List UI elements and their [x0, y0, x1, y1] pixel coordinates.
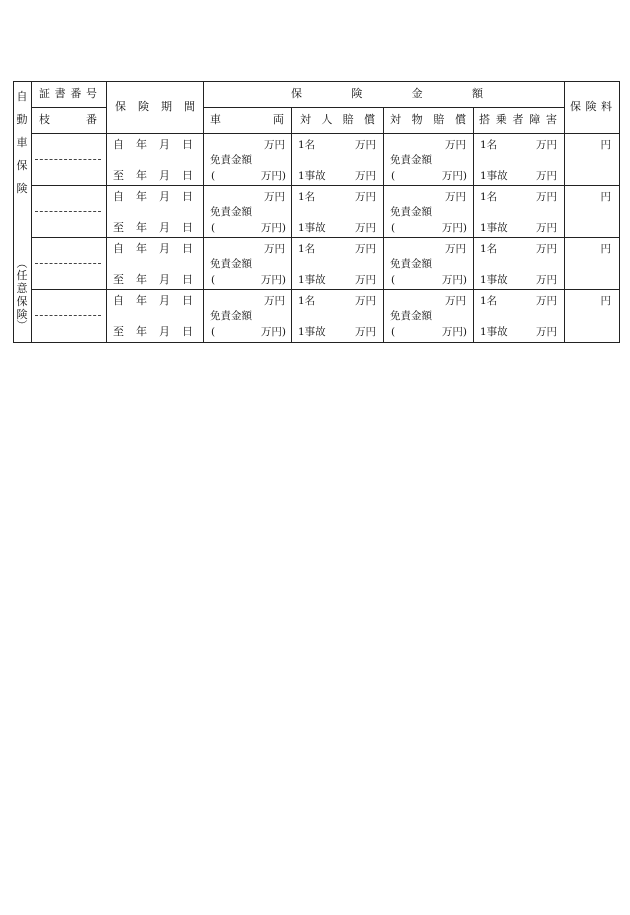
- bodily-per-accident-unit: 万円: [355, 274, 376, 286]
- header-insurance-amount-char: 額: [471, 87, 483, 100]
- side-label-char: 険: [16, 182, 28, 195]
- header-premium-char: 料: [601, 100, 612, 113]
- passenger-per-person-unit: 万円: [536, 139, 557, 151]
- period-from-char: 日: [182, 242, 193, 255]
- passenger-per-accident-label: 1事故: [480, 326, 508, 338]
- period-to-char: 日: [182, 221, 193, 234]
- period-to-char: 年: [136, 273, 147, 286]
- period-to: [113, 274, 193, 286]
- period-to-char: 日: [182, 273, 193, 286]
- header-certificate-number: [39, 88, 97, 100]
- passenger-per-person-label: 1名: [480, 295, 498, 307]
- period-from-char: 月: [159, 242, 170, 255]
- header-insurance-period: [115, 101, 195, 113]
- certificate-branch-separator: [35, 159, 101, 160]
- side-label-char: 意: [16, 282, 28, 295]
- period-to-char: 年: [136, 169, 147, 182]
- header-bodily-liability-char: 賠: [342, 113, 354, 126]
- period-from: [113, 139, 193, 151]
- bodily-per-accident-unit: 万円: [355, 326, 376, 338]
- deductible-label: 免責金額: [210, 258, 252, 270]
- header-branch-number: [39, 114, 97, 126]
- header-insurance-period-char: 保: [115, 100, 126, 113]
- period-to-char: 年: [136, 325, 147, 338]
- table-rule: [473, 107, 474, 343]
- table-border-right: [619, 81, 620, 343]
- property-deductible-label: 免責金額: [390, 154, 432, 166]
- period-from-char: 自: [113, 190, 124, 203]
- table-rule: [564, 81, 565, 343]
- row-divider: [31, 237, 620, 238]
- vehicle-amount-unit: 万円: [264, 191, 285, 203]
- bodily-per-accident-label: 1事故: [298, 326, 326, 338]
- period-from-char: 年: [136, 242, 147, 255]
- deductible-label: 免責金額: [210, 154, 252, 166]
- premium-unit: 円: [600, 295, 611, 307]
- period-to: [113, 326, 193, 338]
- property-deductible-label: 免責金額: [390, 206, 432, 218]
- period-from-char: 年: [136, 138, 147, 151]
- period-to-char: 月: [159, 325, 170, 338]
- bodily-per-accident-label: 1事故: [298, 222, 326, 234]
- table-rule: [203, 81, 204, 343]
- property-deductible-unit: 万円): [441, 222, 467, 234]
- property-deductible-label: 免責金額: [390, 258, 432, 270]
- passenger-per-accident-unit: 万円: [536, 326, 557, 338]
- header-passenger-injury-char: 乗: [495, 113, 507, 126]
- property-deductible-unit: 万円): [441, 170, 467, 182]
- row-divider: [31, 289, 620, 290]
- period-from-char: 日: [182, 138, 193, 151]
- premium-unit: 円: [600, 191, 611, 203]
- side-label-char: 動: [16, 113, 28, 126]
- side-label-char: 険: [16, 308, 28, 321]
- property-deductible-open: (: [391, 170, 396, 182]
- table-rule: [291, 107, 292, 343]
- bodily-per-accident-unit: 万円: [355, 170, 376, 182]
- header-divider: [203, 107, 565, 108]
- deductible-open: (: [211, 326, 216, 338]
- period-to-char: 至: [113, 221, 124, 234]
- bodily-per-accident-label: 1事故: [298, 274, 326, 286]
- deductible-label: 免責金額: [210, 206, 252, 218]
- header-passenger-injury: [479, 114, 557, 126]
- header-insurance-amount-char: 保: [291, 87, 302, 100]
- header-passenger-injury-char: 者: [512, 113, 524, 126]
- header-bodily-liability-char: 人: [321, 113, 333, 126]
- bodily-per-accident-unit: 万円: [355, 222, 376, 234]
- header-passenger-injury-char: 障: [529, 113, 541, 126]
- header-bodily-liability-char: 対: [300, 113, 311, 126]
- period-to-char: 至: [113, 325, 124, 338]
- table-border-top: [13, 81, 620, 82]
- certificate-branch-separator: [35, 315, 101, 316]
- period-from-char: 年: [136, 190, 147, 203]
- passenger-per-accident-label: 1事故: [480, 170, 508, 182]
- header-passenger-injury-char: 害: [546, 113, 557, 126]
- period-to-char: 月: [159, 169, 170, 182]
- header-premium-char: 保: [570, 100, 581, 113]
- deductible-unit: 万円): [260, 222, 286, 234]
- period-from-char: 月: [159, 138, 170, 151]
- passenger-per-accident-label: 1事故: [480, 274, 508, 286]
- header-bodily-liability: [300, 114, 375, 126]
- passenger-per-accident-unit: 万円: [536, 222, 557, 234]
- passenger-per-accident-unit: 万円: [536, 170, 557, 182]
- passenger-per-person-unit: 万円: [536, 191, 557, 203]
- side-label-voluntary-insurance: [15, 259, 29, 331]
- property-deductible-unit: 万円): [441, 274, 467, 286]
- side-label-char: 車: [16, 136, 28, 149]
- passenger-per-accident-unit: 万円: [536, 274, 557, 286]
- header-insurance-amount-char: 金: [411, 87, 423, 100]
- property-deductible-open: (: [391, 222, 396, 234]
- side-label-char: 任: [16, 269, 28, 282]
- vehicle-amount-unit: 万円: [264, 295, 285, 307]
- period-from-char: 年: [136, 294, 147, 307]
- header-vehicle-char: 車: [210, 113, 221, 126]
- header-insurance-period-char: 間: [184, 100, 195, 113]
- period-to-char: 月: [159, 221, 170, 234]
- passenger-per-person-label: 1名: [480, 139, 498, 151]
- deductible-open: (: [211, 170, 216, 182]
- header-property-liability-char: 対: [390, 113, 401, 126]
- bodily-per-person-unit: 万円: [355, 139, 376, 151]
- bodily-per-accident-label: 1事故: [298, 170, 326, 182]
- period-to-char: 月: [159, 273, 170, 286]
- header-premium: [570, 101, 612, 113]
- header-branch-number-char: 枝: [39, 113, 50, 126]
- deductible-unit: 万円): [260, 170, 286, 182]
- table-rule: [106, 81, 107, 343]
- bodily-per-person-label: 1名: [298, 191, 316, 203]
- period-from-char: 月: [159, 294, 170, 307]
- period-to-char: 日: [182, 169, 193, 182]
- header-property-liability: [390, 114, 466, 126]
- property-amount-unit: 万円: [445, 139, 466, 151]
- passenger-per-person-unit: 万円: [536, 243, 557, 255]
- table-rule: [383, 107, 384, 343]
- deductible-unit: 万円): [260, 274, 286, 286]
- certificate-branch-separator: [35, 211, 101, 212]
- period-to: [113, 222, 193, 234]
- header-property-liability-char: 賠: [433, 113, 445, 126]
- header-certificate-number-char: 番: [70, 87, 82, 100]
- property-deductible-unit: 万円): [441, 326, 467, 338]
- bodily-per-person-unit: 万円: [355, 243, 376, 255]
- header-insurance-period-char: 期: [161, 100, 172, 113]
- period-from: [113, 295, 193, 307]
- vehicle-amount-unit: 万円: [264, 243, 285, 255]
- side-label-char: ︵: [16, 257, 28, 270]
- header-insurance-period-char: 険: [138, 100, 149, 113]
- table-border-left: [13, 81, 14, 343]
- certificate-branch-separator: [35, 263, 101, 264]
- header-bottom-rule: [31, 133, 620, 134]
- auto-insurance-table: [13, 81, 619, 342]
- side-label-char: 保: [16, 295, 28, 308]
- header-insurance-amount: [291, 88, 483, 100]
- deductible-open: (: [211, 222, 216, 234]
- side-label-char: ︶: [16, 319, 28, 332]
- period-to-char: 至: [113, 273, 124, 286]
- header-vehicle-char: 両: [273, 113, 284, 126]
- header-passenger-injury-char: 搭: [479, 113, 490, 126]
- period-from-char: 自: [113, 242, 124, 255]
- passenger-per-accident-label: 1事故: [480, 222, 508, 234]
- header-premium-char: 険: [585, 100, 597, 113]
- header-certificate-number-char: 号: [85, 87, 97, 100]
- bodily-per-person-label: 1名: [298, 295, 316, 307]
- period-from-char: 自: [113, 138, 124, 151]
- premium-unit: 円: [600, 243, 611, 255]
- passenger-per-person-label: 1名: [480, 191, 498, 203]
- side-label-auto-insurance: [15, 85, 29, 200]
- period-to-char: 日: [182, 325, 193, 338]
- period-to-char: 至: [113, 169, 124, 182]
- period-from-char: 日: [182, 294, 193, 307]
- period-from: [113, 191, 193, 203]
- period-from-char: 月: [159, 190, 170, 203]
- header-property-liability-char: 償: [454, 113, 466, 126]
- deductible-label: 免責金額: [210, 310, 252, 322]
- property-deductible-open: (: [391, 326, 396, 338]
- period-to-char: 年: [136, 221, 147, 234]
- bodily-per-person-label: 1名: [298, 139, 316, 151]
- bodily-per-person-label: 1名: [298, 243, 316, 255]
- header-insurance-amount-char: 険: [351, 87, 363, 100]
- header-vehicle: [210, 114, 284, 126]
- side-label-char: 保: [16, 159, 28, 172]
- header-branch-number-char: 番: [86, 113, 97, 126]
- table-rule: [31, 81, 32, 343]
- period-from-char: 自: [113, 294, 124, 307]
- side-label-char: 自: [16, 90, 28, 103]
- header-certificate-number-char: 証: [39, 87, 50, 100]
- table-border-bottom: [13, 342, 620, 343]
- property-deductible-label: 免責金額: [390, 310, 432, 322]
- bodily-per-person-unit: 万円: [355, 295, 376, 307]
- row-divider: [31, 185, 620, 186]
- passenger-per-person-unit: 万円: [536, 295, 557, 307]
- header-property-liability-char: 物: [411, 113, 423, 126]
- property-amount-unit: 万円: [445, 191, 466, 203]
- period-to: [113, 170, 193, 182]
- property-amount-unit: 万円: [445, 295, 466, 307]
- period-from-char: 日: [182, 190, 193, 203]
- header-certificate-number-char: 書: [54, 87, 66, 100]
- period-from: [113, 243, 193, 255]
- property-amount-unit: 万円: [445, 243, 466, 255]
- header-divider: [31, 107, 107, 108]
- deductible-open: (: [211, 274, 216, 286]
- premium-unit: 円: [600, 139, 611, 151]
- header-bodily-liability-char: 償: [363, 113, 375, 126]
- deductible-unit: 万円): [260, 326, 286, 338]
- property-deductible-open: (: [391, 274, 396, 286]
- passenger-per-person-label: 1名: [480, 243, 498, 255]
- vehicle-amount-unit: 万円: [264, 139, 285, 151]
- bodily-per-person-unit: 万円: [355, 191, 376, 203]
